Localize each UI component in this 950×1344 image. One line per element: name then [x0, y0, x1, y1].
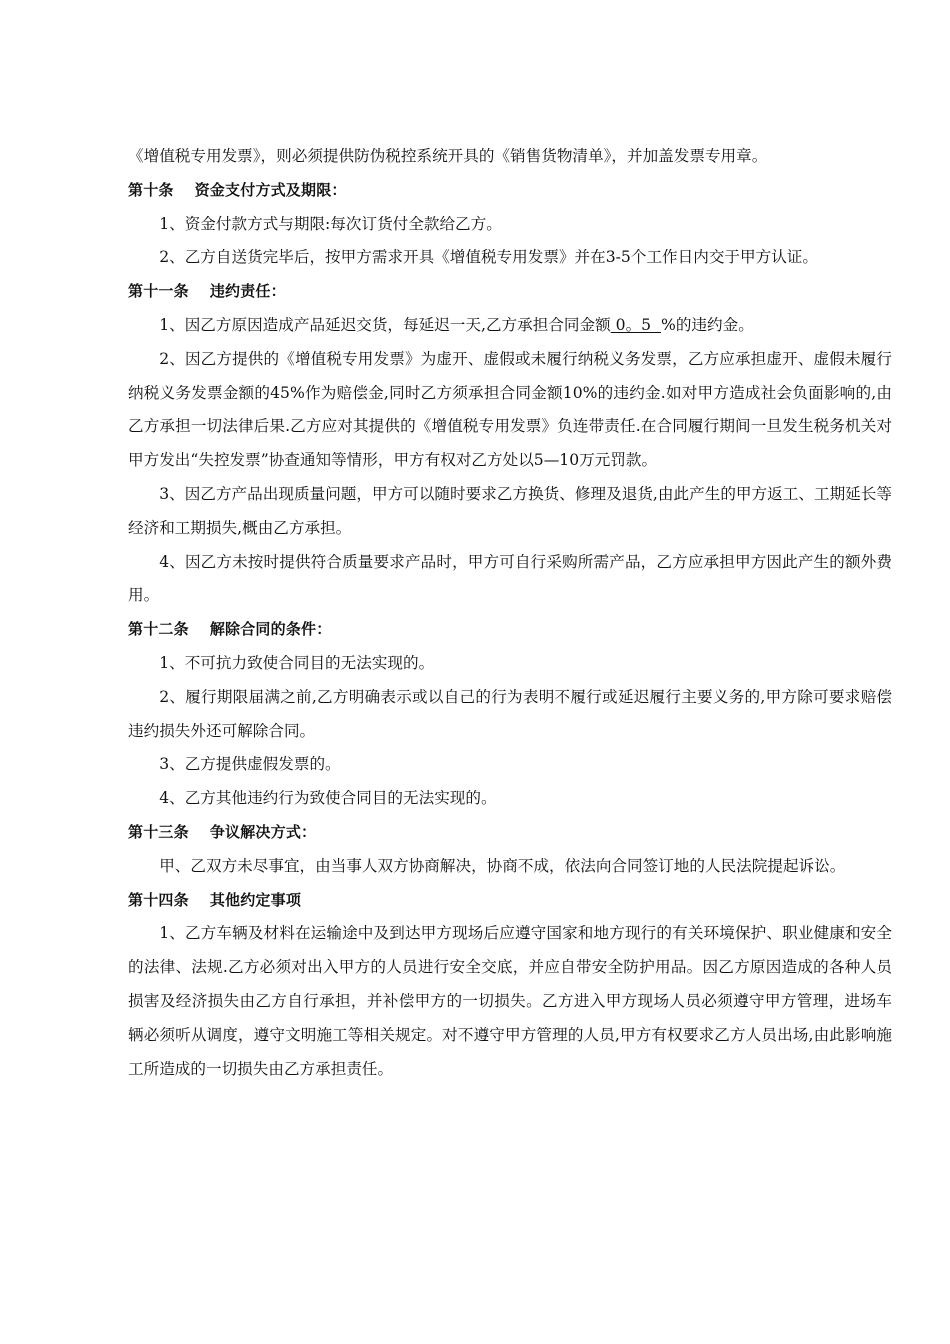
article-11-item-3: 3、因乙方产品出现质量问题，甲方可以随时要求乙方换货、修理及退货,由此产生的甲方返工、工期延长等经济和工期损失,概由乙方承担。: [128, 484, 892, 537]
article-title: 解除合同的条件：: [209, 620, 332, 639]
article-10-heading: [128, 174, 892, 208]
article-title: 资金支付方式及期限：: [194, 180, 347, 199]
article-10-item-1: 1、资金付款方式与期限:每次订货付全款给乙方。: [159, 214, 502, 233]
article-number: 第十二条: [128, 620, 189, 639]
article-number: 第十条: [128, 180, 174, 199]
article-14-item-1: 1、乙方车辆及材料在运输途中及到达甲方现场后应遵守国家和地方现行的有关环境保护、职业健康和安全的法律、法规.乙方必须对出入甲方的人员进行安全交底，并应自带安全防护用品。因乙方原因造成的各种人员损害及经济损失由乙方自行承担，并补偿甲方的一切损失。乙方进入甲方现场人员必须遵守甲方管理，进场车辆必须听从调度，遵守文明施工等相关规定。对不遵守甲方管理的人员,甲方有权要求乙方人员出场,由此影响施工所造成的一切损失由乙方承担责任。: [128, 924, 892, 1078]
article-12-item-1: 1、不可抗力致使合同目的无法实现的。: [159, 653, 435, 672]
article-11-item-2: 2、因乙方提供的《增值税专用发票》为虚开、虚假或未履行纳税义务发票，乙方应承担虚开、虚假未履行纳税义务发票金额的45%作为赔偿金,同时乙方须承担合同金额10%的违约金.如对甲方造成社会负面影响的,由乙方承担一切法律后果.乙方应对其提供的《增值税专用发票》负连带责任.在合同履行期间一旦发生税务机关对甲方发出“失控发票”协查通知等情形，甲方有权对乙方处以5—10万元罚款。: [128, 349, 892, 470]
paragraph-invoice-continuation: 《增值税专用发票》，则必须提供防伪税控系统开具的《销售货物清单》，并加盖发票专用章。: [128, 147, 768, 165]
article-12-item-3: 3、乙方提供虚假发票的。: [159, 755, 341, 774]
article-11-item-1: [128, 309, 892, 343]
article-11-item-4: 4、因乙方未按时提供符合质量要求产品时，甲方可自行采购所需产品，乙方应承担甲方因此产生的额外费用。: [128, 552, 892, 605]
article-number: 第十四条: [128, 890, 189, 909]
article-12-item-2: 2、履行期限届满之前,乙方明确表示或以自己的行为表明不履行或延迟履行主要义务的,甲方除可要求赔偿违约损失外还可解除合同。: [128, 687, 892, 740]
article-13-heading: [128, 816, 892, 850]
item-text: 1、因乙方原因造成产品延迟交货，每延迟一天,乙方承担合同金额: [159, 315, 611, 334]
penalty-rate-blank: 0。5: [610, 315, 662, 334]
article-title: 争议解决方式：: [209, 822, 317, 841]
article-12-item-4: 4、乙方其他违约行为致使合同目的无法实现的。: [159, 789, 497, 808]
article-13-item-1: 甲、乙双方未尽事宜，由当事人双方协商解决，协商不成，依法向合同签订地的人民法院提起诉讼。: [159, 856, 846, 875]
document-body: [128, 140, 892, 1086]
article-number: 第十一条: [128, 282, 189, 301]
article-10-item-2: 2、乙方自送货完毕后，按甲方需求开具《增值税专用发票》并在3-5个工作日内交于甲方认证。: [159, 248, 818, 267]
article-12-heading: [128, 613, 892, 647]
article-title: 其他约定事项: [209, 890, 302, 909]
article-title: 违约责任：: [209, 282, 286, 301]
item-text: %的违约金。: [661, 315, 754, 334]
article-number: 第十三条: [128, 822, 189, 841]
article-11-heading: [128, 275, 892, 309]
article-14-heading: [128, 884, 892, 918]
